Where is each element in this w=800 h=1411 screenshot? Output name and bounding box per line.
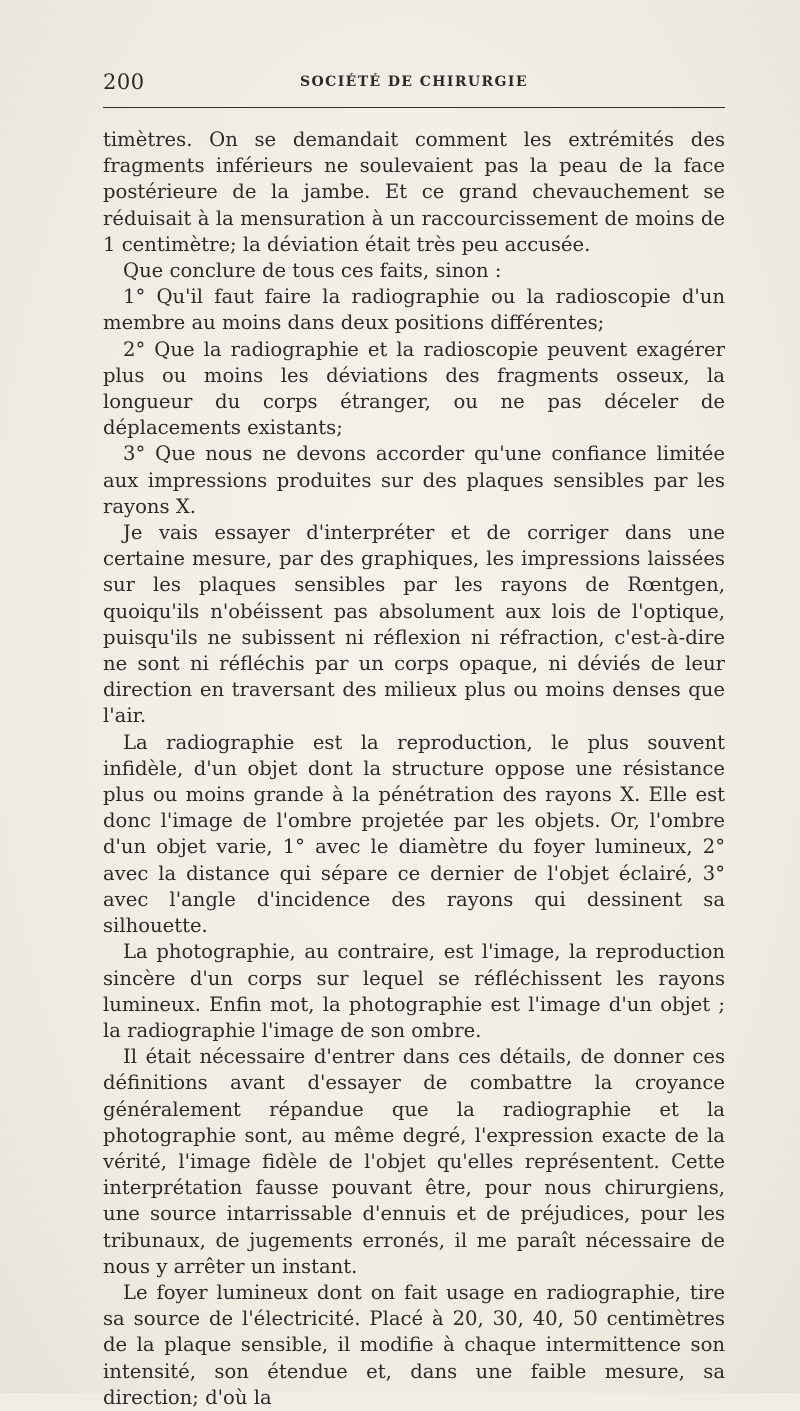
paragraph: La radiographie est la reproduction, le plus souvent infidèle, d'un objet dont la structure oppose une résistance plus ou moins grande à la pénétration des rayons X. Elle est donc l'image de l'ombre projetée par les objets. Or, l'ombre d'un objet varie, 1° avec le diamètre du foyer lumineux, 2° avec la distance qui sépare ce dernier de l'objet éclairé, 3° avec l'angle d'incidence des rayons qui dessinent sa silhouette. [103, 730, 725, 938]
paragraph: La photographie, au contraire, est l'image, la reproduction sincère d'un corps sur lequel se réfléchissent les rayons lumineux. Enfin mot, la photographie est l'image d'un objet ; la radiographie l'image de son ombre. [103, 940, 725, 1042]
paragraph: Que conclure de tous ces faits, sinon : [123, 259, 502, 283]
page-number: 200 [103, 70, 145, 94]
header-rule [103, 107, 725, 108]
paragraph: 1° Qu'il faut faire la radiographie ou la radioscopie d'un membre au moins dans deux positions différentes; [103, 285, 725, 335]
page-header [103, 68, 725, 98]
running-head: SOCIÉTÉ DE CHIRURGIE [300, 74, 528, 90]
paragraph: Le foyer lumineux dont on fait usage en radiographie, tire sa source de l'électricité. Placé à 20, 30, 40, 50 centimètres de la plaque sensible, il modifie à chaque intermittence son intensité, son étendue et, dans une faible mesure, sa direction; d'où la [103, 1280, 725, 1409]
body-text [103, 127, 725, 1411]
paragraph: timètres. On se demandait comment les extrémités des fragments inférieurs ne soulevaient pas la peau de la face postérieure de la jambe. Et ce grand chevauchement se réduisait à la mensuration à un raccourcissement de moins de 1 centimètre; la déviation était très peu accusée. [103, 128, 725, 256]
paragraph: Il était nécessaire d'entrer dans ces détails, de donner ces définitions avant d'essayer de combattre la croyance généralement répandue que la radiographie et la photographie sont, au même degré, l'expression exacte de la vérité, l'image fidèle de l'objet qu'elles représentent. Cette interprétation fausse pouvant être, pour nous chirurgiens, une source intarrissable d'ennuis et de préjudices, pour les tribunaux, de jugements erronés, il me paraît nécessaire de nous y arrêter un instant. [103, 1045, 725, 1278]
paragraph: Je vais essayer d'interpréter et de corriger dans une certaine mesure, par des graphiques, les impressions laissées sur les plaques sensibles par les rayons de Rœntgen, quoiqu'ils n'obéissent pas absolument aux lois de l'optique, puisqu'ils ne subissent ni réflexion ni réfraction, c'est-à-dire ne sont ni réfléchis par un corps opaque, ni déviés de leur direction en traversant des milieux plus ou moins denses que l'air. [103, 521, 725, 728]
paragraph: 3° Que nous ne devons accorder qu'une confiance limitée aux impressions produites sur des plaques sensibles par les rayons X. [103, 442, 725, 518]
paragraph: 2° Que la radiographie et la radioscopie peuvent exagérer plus ou moins les déviations des fragments osseux, la longueur du corps étranger, ou ne pas déceler de déplacements existants; [103, 337, 725, 440]
